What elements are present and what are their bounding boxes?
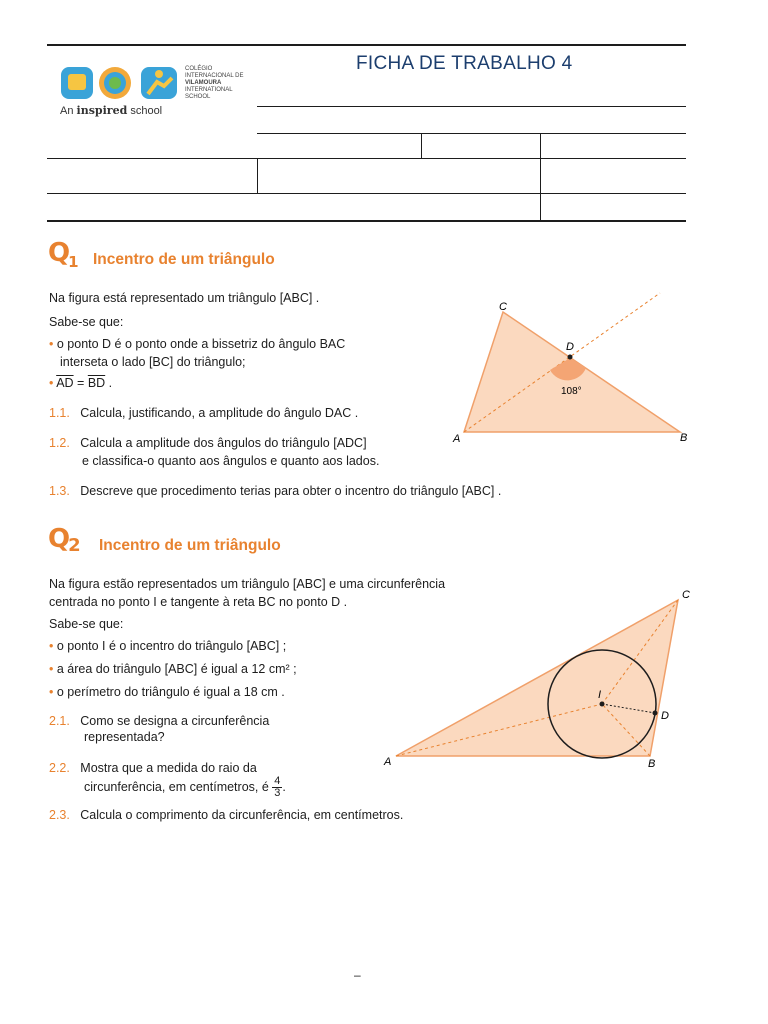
q1-triangle-figure xyxy=(448,290,688,450)
q1-item-3: 1.3. Descreve que procedimento terias para obter o incentro do triângulo [ABC] . xyxy=(49,484,502,498)
header-rule-3 xyxy=(47,158,686,159)
logo-line-4: INTERNATIONAL xyxy=(185,87,233,93)
header-col-1 xyxy=(421,133,422,158)
q2-item-3: 2.3. Calcula o comprimento da circunferência, em centímetros. xyxy=(49,808,404,822)
logo-line-3: VILAMOURA xyxy=(185,80,222,86)
q2-item-1: 2.1. Como se designa a circunferência xyxy=(49,714,270,728)
q1-item-1: 1.1. Calcula, justificando, a amplitude do ângulo DAC . xyxy=(49,406,359,420)
q1-item-2: 1.2. Calcula a amplitude dos ângulos do triângulo [ADC] xyxy=(49,436,367,450)
header-col-2 xyxy=(540,133,541,220)
q2-label-b: B xyxy=(648,758,656,770)
q1-point-d xyxy=(568,355,573,360)
q1-known: Sabe-se que: xyxy=(49,315,124,329)
q1-intro: Na figura está representado um triângulo [ABC] . xyxy=(49,291,320,305)
q2-bullet-2: • a área do triângulo [ABC] é igual a 12 cm² ; xyxy=(49,662,297,676)
q2-triangle-figure xyxy=(380,585,700,775)
q1-bullet-2: • $\overline{AD} = \overline{BD}$ . xyxy=(49,376,113,390)
q2-badge: Q2 xyxy=(48,524,81,556)
logo-line-5: SCHOOL xyxy=(185,94,211,100)
q2-point-i xyxy=(600,702,605,707)
q2-title: Incentro de um triângulo xyxy=(99,537,281,554)
q2-bullet-1: • o ponto I é o incentro do triângulo [ABC] ; xyxy=(49,639,287,653)
q2-intro-2: centrada no ponto I e tangente à reta BC no ponto D . xyxy=(49,595,348,609)
q1-item-2-cont: e classifica-o quanto aos ângulos e quanto aos lados. xyxy=(82,454,380,468)
header-top-rule xyxy=(47,44,686,46)
school-logo xyxy=(60,66,250,122)
logo-line-1: COLÉGIO xyxy=(185,66,213,72)
q2-item-2-cont: circunferência, em centímetros, é $\frac{4}{3}$ . xyxy=(84,775,286,799)
q2-item-2: 2.2. Mostra que a medida do raio da xyxy=(49,761,257,775)
q2-intro-1: Na figura estão representados um triângulo [ABC] e uma circunferência xyxy=(49,577,446,591)
q1-label-b: B xyxy=(680,432,688,444)
header-bottom-rule xyxy=(47,220,686,222)
header-rule-4 xyxy=(47,193,686,194)
q1-bullet-1-cont: interseta o lado [BC] do triângulo; xyxy=(60,355,246,369)
q1-bullet-1: • o ponto D é o ponto onde a bissetriz do ângulo BAC xyxy=(49,337,346,351)
q2-label-d: D xyxy=(661,710,669,722)
q2-known: Sabe-se que: xyxy=(49,617,124,631)
logo-line-2: INTERNACIONAL DE xyxy=(185,73,244,79)
header-col-3 xyxy=(257,158,258,193)
q2-item-1-cont: representada? xyxy=(84,730,165,744)
q1-label-d: D xyxy=(566,341,574,353)
q1-label-a: A xyxy=(453,433,461,445)
logo-tagline: An inspired school xyxy=(60,104,163,117)
logo-icons xyxy=(60,66,182,100)
q2-bullet-3: • o perímetro do triângulo é igual a 18 cm . xyxy=(49,685,285,699)
q2-label-a: A xyxy=(384,756,392,768)
q1-angle-label: 108° xyxy=(561,386,582,397)
q2-label-i: I xyxy=(598,689,602,701)
q1-label-c: C xyxy=(499,301,507,313)
header-rule-2 xyxy=(257,133,686,134)
header-rule-1 xyxy=(257,106,686,107)
four-thirds-fraction: $\frac{4}{3}$ xyxy=(274,775,281,799)
page-title: FICHA DE TRABALHO 4 xyxy=(356,53,573,74)
q2-point-d xyxy=(653,711,658,716)
q1-badge: Q1 xyxy=(48,238,79,271)
q2-triangle xyxy=(396,600,678,756)
footer-mark: – xyxy=(354,968,361,982)
q1-title: Incentro de um triângulo xyxy=(93,251,275,268)
q2-label-c: C xyxy=(682,589,690,601)
